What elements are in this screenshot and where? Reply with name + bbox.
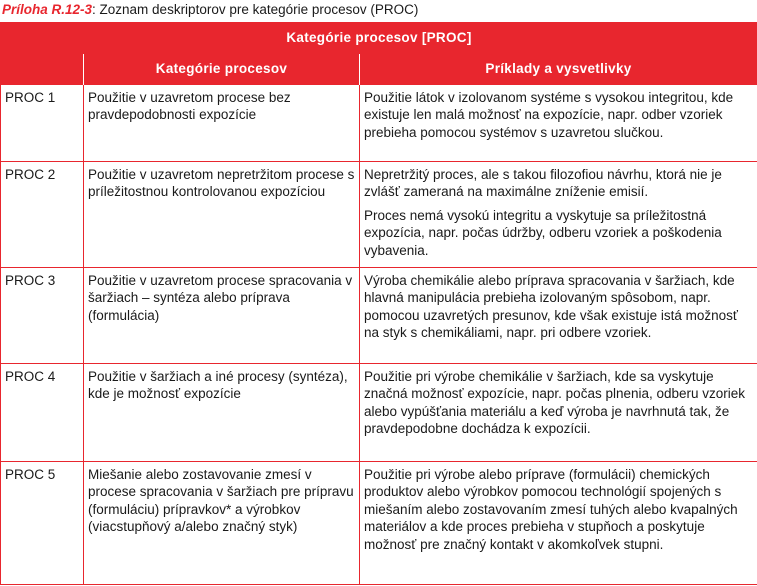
examples-paragraph: Použitie pri výrobe alebo príprave (formulácii) chemických produktov alebo výrobkov pomocou technológií spojených s miešaním alebo zostavovaním zmesí tuhých alebo kvapalných materiálov a kde proces prebieha v stupňoch a poskytuje možnosť pre značný kontakt v akomkoľvek stupni. <box>364 467 738 552</box>
proc-examples <box>360 462 757 585</box>
proc-code: PROC 4 <box>1 364 84 462</box>
proc-examples <box>360 162 757 268</box>
table-row <box>1 162 757 268</box>
column-header-examples: Príklady a vysvetlivky <box>360 54 757 85</box>
examples-paragraph: Proces nemá vysokú integritu a vyskytuje sa príležitostná expozícia, napr. počas údržby, odberu vzoriek a poškodenia vybavenia. <box>364 207 722 258</box>
proc-examples <box>360 268 757 364</box>
column-header-code <box>1 54 84 85</box>
table-row <box>1 85 757 162</box>
proc-code: PROC 2 <box>1 162 84 268</box>
caption-text: : Zoznam deskriptorov pre kategórie procesov (PROC) <box>92 2 419 17</box>
proc-category: Použitie v uzavretom procese bez pravdepodobnosti expozície <box>84 85 360 162</box>
table-title: Kategórie procesov [PROC] <box>1 23 757 54</box>
proc-category: Použitie v uzavretom procese spracovania v šaržiach – syntéza alebo príprava (formulácia) <box>84 268 360 364</box>
proc-code: PROC 5 <box>1 462 84 585</box>
table-row <box>1 268 757 364</box>
proc-table <box>0 22 757 585</box>
examples-paragraph: Výroba chemikálie alebo príprava spracovania v šaržiach, kde hlavná manipulácia prebieha izolovaným spôsobom, napr. pomocou uzavretých presunov, kde však existuje istá možnosť na styk s chemikáliami, napr. pri odbere vzoriek. <box>364 273 738 341</box>
proc-category: Miešanie alebo zostavovanie zmesí v procese spracovania v šaržiach pre prípravu (formuláciu) prípravkov* a výrobkov (viacstupňový a/alebo značný styk) <box>84 462 360 585</box>
proc-examples <box>360 85 757 162</box>
proc-code: PROC 1 <box>1 85 84 162</box>
table-caption <box>2 1 418 18</box>
examples-paragraph: Použitie pri výrobe chemikálie v šaržiach, kde sa vyskytuje značná možnosť expozície, napr. počas plnenia, odberu vzoriek alebo vypúšťania materiálu a keď výroba je navrhnutá tak, že pravdepodobne dochádza k expozícii. <box>364 369 746 437</box>
proc-examples <box>360 364 757 462</box>
column-header-category: Kategórie procesov <box>84 54 360 85</box>
proc-code: PROC 3 <box>1 268 84 364</box>
table-row <box>1 364 757 462</box>
proc-category: Použitie v uzavretom nepretržitom procese s príležitostnou kontrolovanou expozíciou <box>84 162 360 268</box>
proc-category: Použitie v šaržiach a iné procesy (syntéza), kde je možnosť expozície <box>84 364 360 462</box>
examples-paragraph: Nepretržitý proces, ale s takou filozofiou návrhu, ktorá nie je zvlášť zameraná na maximálne zníženie emisií. <box>364 167 722 200</box>
examples-paragraph: Použitie látok v izolovanom systéme s vysokou integritou, kde existuje len malá možnosť na expozície, napr. odber vzoriek prebieha pomocou systémov s uzavretou slučkou. <box>364 90 734 140</box>
table-row <box>1 462 757 585</box>
caption-label: Príloha R.12-3 <box>2 2 93 17</box>
